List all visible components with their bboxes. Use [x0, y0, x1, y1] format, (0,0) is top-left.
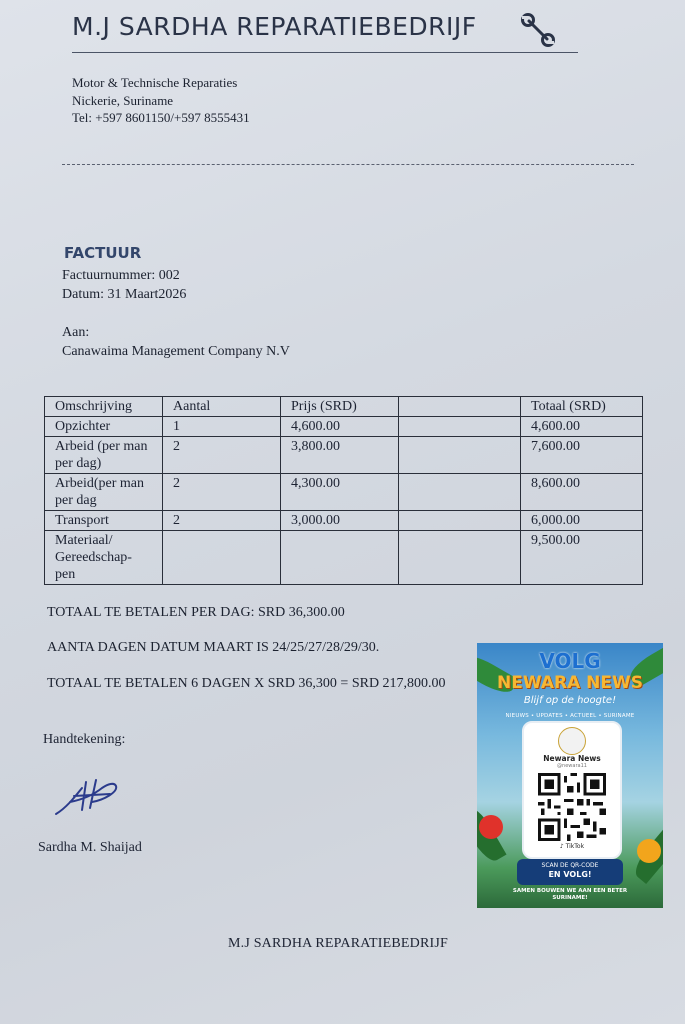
recipient-label: Aan: [62, 325, 90, 340]
footer-company-name: M.J SARDHA REPARATIEBEDRIJF [228, 936, 448, 951]
invoice-title: FACTUUR [64, 244, 142, 262]
address-line-services: Motor & Technische Reparaties [72, 75, 238, 90]
cell-empty [399, 511, 521, 531]
cell-empty [399, 531, 521, 585]
cell-total: 7,600.00 [521, 437, 643, 474]
cell-description: Opzichter [45, 417, 163, 437]
signature-mark [52, 774, 122, 820]
recipient-name: Canawaima Management Company N.V [62, 344, 290, 359]
wrench-icon [520, 12, 556, 48]
header-empty [399, 397, 521, 417]
ad-nav-items: NIEUWS • UPDATES • ACTUEEL • SURINAME [505, 713, 635, 719]
cell-empty [399, 474, 521, 511]
cell-price: 4,300.00 [281, 474, 399, 511]
ad-scan-banner [517, 859, 623, 885]
tiktok-label: ♪ TikTok [559, 843, 585, 850]
ad-account-handle: @newara11 [557, 763, 587, 769]
header-rule [72, 52, 578, 53]
ad-slogan: Blijf op de hoogte! [523, 695, 617, 706]
total-per-day: TOTAAL TE BETALEN PER DAG: SRD 36,300.00 [47, 605, 345, 620]
newara-news-ad [477, 643, 663, 908]
cell-total: 6,000.00 [521, 511, 643, 531]
cell-total: 9,500.00 [521, 531, 643, 585]
cell-quantity: 2 [163, 474, 281, 511]
cell-total: 8,600.00 [521, 474, 643, 511]
ad-headline: VOLG [539, 649, 601, 673]
dashed-separator [62, 164, 634, 165]
signer-name: Sardha M. Shaijad [38, 840, 142, 855]
cell-quantity: 1 [163, 417, 281, 437]
ad-scan-cta: EN VOLG! [548, 870, 592, 879]
hibiscus-red-icon [479, 815, 503, 839]
cell-quantity: 2 [163, 437, 281, 474]
cell-total: 4,600.00 [521, 417, 643, 437]
cell-price [281, 531, 399, 585]
days-list: AANTA DAGEN DATUM MAART IS 24/25/27/28/29/30. [47, 640, 380, 655]
cell-description: Arbeid (per man per dag) [45, 437, 163, 474]
header-total: Totaal (SRD) [521, 397, 643, 417]
cell-description: Materiaal/ Gereedschap-pen [45, 531, 163, 585]
cell-description: Transport [45, 511, 163, 531]
cell-quantity: 2 [163, 511, 281, 531]
address-line-location: Nickerie, Suriname [72, 93, 174, 108]
newara-logo-icon [558, 727, 586, 755]
cell-empty [399, 437, 521, 474]
cell-price: 3,800.00 [281, 437, 399, 474]
signature-label: Handtekening: [43, 732, 126, 747]
header-quantity: Aantal [163, 397, 281, 417]
qr-code[interactable] [538, 773, 606, 841]
table-row [45, 511, 643, 531]
company-name: M.J SARDHA REPARATIEBEDRIJF [72, 12, 477, 41]
table-row [45, 474, 643, 511]
items-table [44, 396, 643, 585]
invoice-date: Datum: 31 Maart2026 [62, 287, 187, 302]
header-description: Omschrijving [45, 397, 163, 417]
ad-footer-text: SAMEN BOUWEN WE AAN EEN BETER SURINAME! [512, 888, 628, 901]
invoice-number: Factuurnummer: 002 [62, 268, 180, 283]
ad-brand: NEWARA NEWS [497, 673, 643, 693]
cell-description: Arbeid(per man per dag [45, 474, 163, 511]
grand-total: TOTAAL TE BETALEN 6 DAGEN X SRD 36,300 = SRD 217,800.00 [47, 676, 446, 691]
cell-price: 4,600.00 [281, 417, 399, 437]
cell-empty [399, 417, 521, 437]
tiktok-platform: TikTok [565, 843, 585, 850]
ad-phone-card [522, 721, 622, 859]
table-row [45, 531, 643, 585]
cell-quantity [163, 531, 281, 585]
ad-account-name: Newara News [543, 754, 601, 763]
hibiscus-orange-icon [637, 839, 661, 863]
address-line-phone: Tel: +597 8601150/+597 8555431 [72, 110, 250, 125]
table-header-row [45, 397, 643, 417]
ad-scan-text: SCAN DE QR-CODE [541, 862, 599, 869]
header-price: Prijs (SRD) [281, 397, 399, 417]
table-row [45, 437, 643, 474]
cell-price: 3,000.00 [281, 511, 399, 531]
table-row [45, 417, 643, 437]
